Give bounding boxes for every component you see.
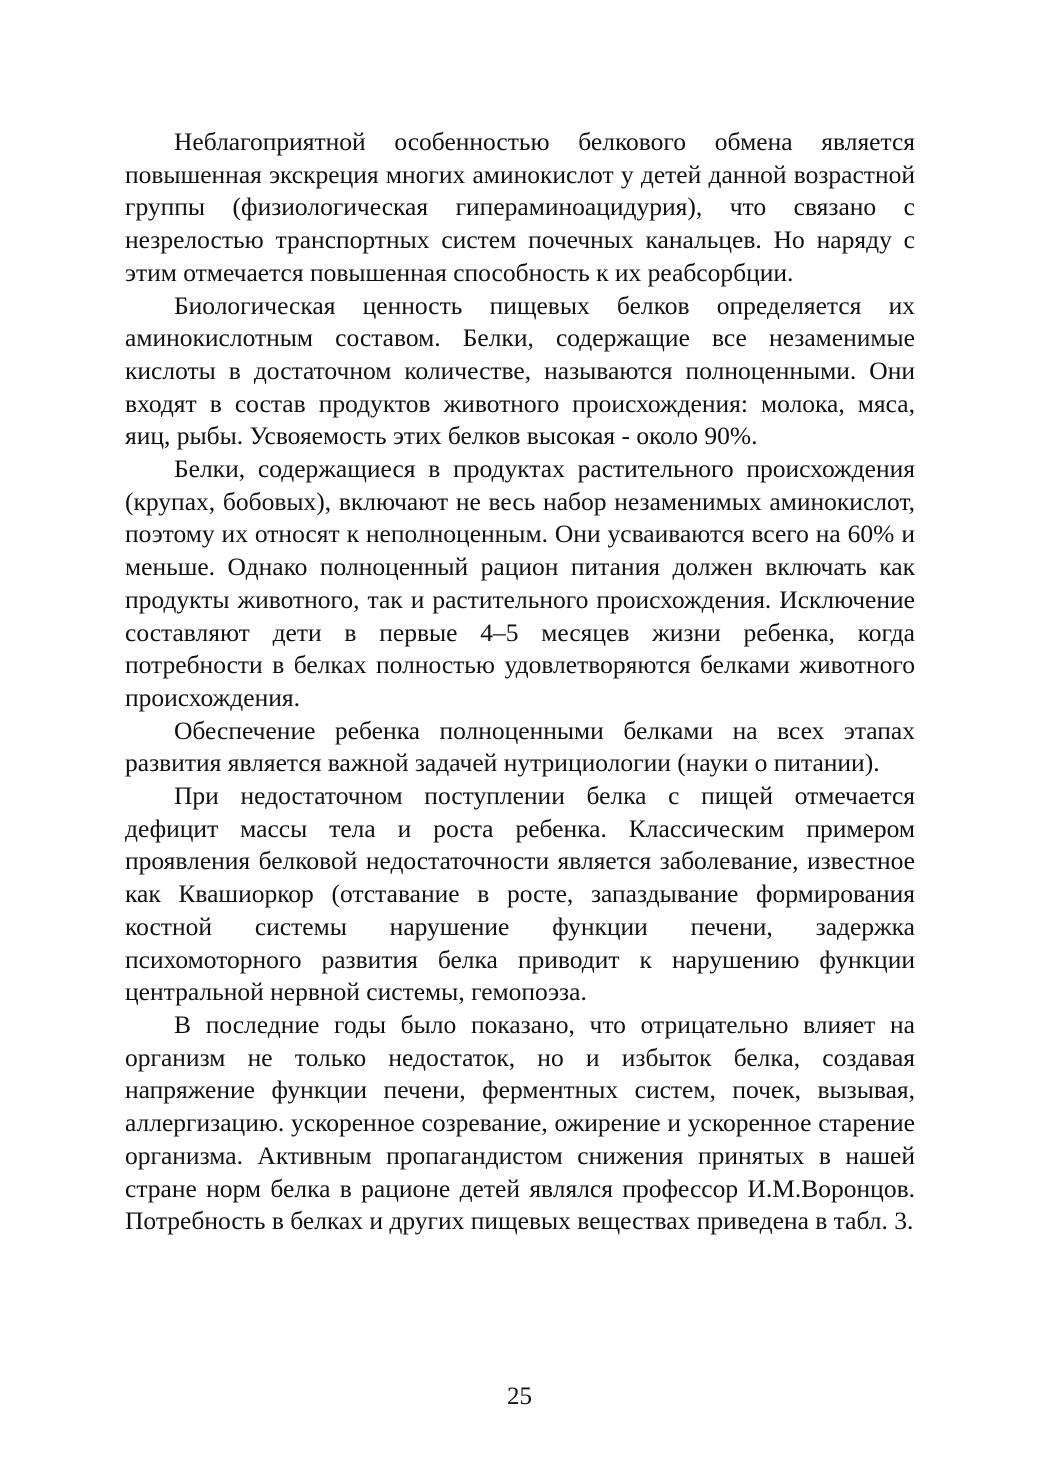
- paragraph-protein-deficiency: При недостаточном поступлении белка с пищей отмечается дефицит массы тела и роста ребенка. Классическим примером проявления белковой недостаточности является заболевание, известное как Квашиоркор (отставание в росте, запаздывание формирования костной системы нарушение функции печени, задержка психомоторного развития белка приводит к нарушению функции центральной нервной системы, гемопоэза.: [125, 781, 915, 1007]
- page-number: 25: [507, 1383, 532, 1410]
- paragraph-protein-exchange: Неблагоприятной особенностью белкового обмена является повышенная экскреция многих аминокислот у детей данной возрастной группы (физиологическая гипераминоацидурия), что связано с незрелостью транспортных систем почечных канальцев. Но наряду с этим отмечается повышенная способность к их реабсорбции.: [125, 127, 915, 287]
- paragraph-biological-value: Биологическая ценность пищевых белков определяется их аминокислотным составом. Белки, содержащие все незаменимые кислоты в достаточном количестве, называются полноценными. Они входят в состав продуктов животного происхождения: молока, мяса, яиц, рыбы. Усвояемость этих белков высокая - около 90%.: [125, 290, 915, 451]
- paragraph-plant-proteins: Белки, содержащиеся в продуктах растительного происхождения (крупах, бобовых), включают не весь набор незаменимых аминокислот, поэтому их относят к неполноценным. Они усваиваются всего на 60% и меньше. Однако полноценный рацион питания должен включать как продукты животного, так и растительного происхождения. Исключение составляют дети в первые 4–5 месяцев жизни ребенка, когда потребности в белках полностью удовлетворяются белками животного происхождения.: [125, 454, 915, 712]
- text-body: [125, 126, 915, 1238]
- paragraph-nutrition-task: Обеспечение ребенка полноценными белками на всех этапах развития является важной задачей нутрициологии (науки о питании).: [125, 715, 915, 778]
- paragraph-protein-excess: В последние годы было показано, что отрицательно влияет на организм не только недостаток, но и избыток белка, создавая напряжение функции печени, ферментных систем, почек, вызывая, аллергизацию. ускоренное созревание, ожирение и ускоренное старение организма. Активным пропагандистом снижения принятых в нашей стране норм белка в рационе детей являлся профессор И.М.Воронцов. Потребность в белках и других пищевых веществах приведена в табл. 3.: [125, 1009, 915, 1236]
